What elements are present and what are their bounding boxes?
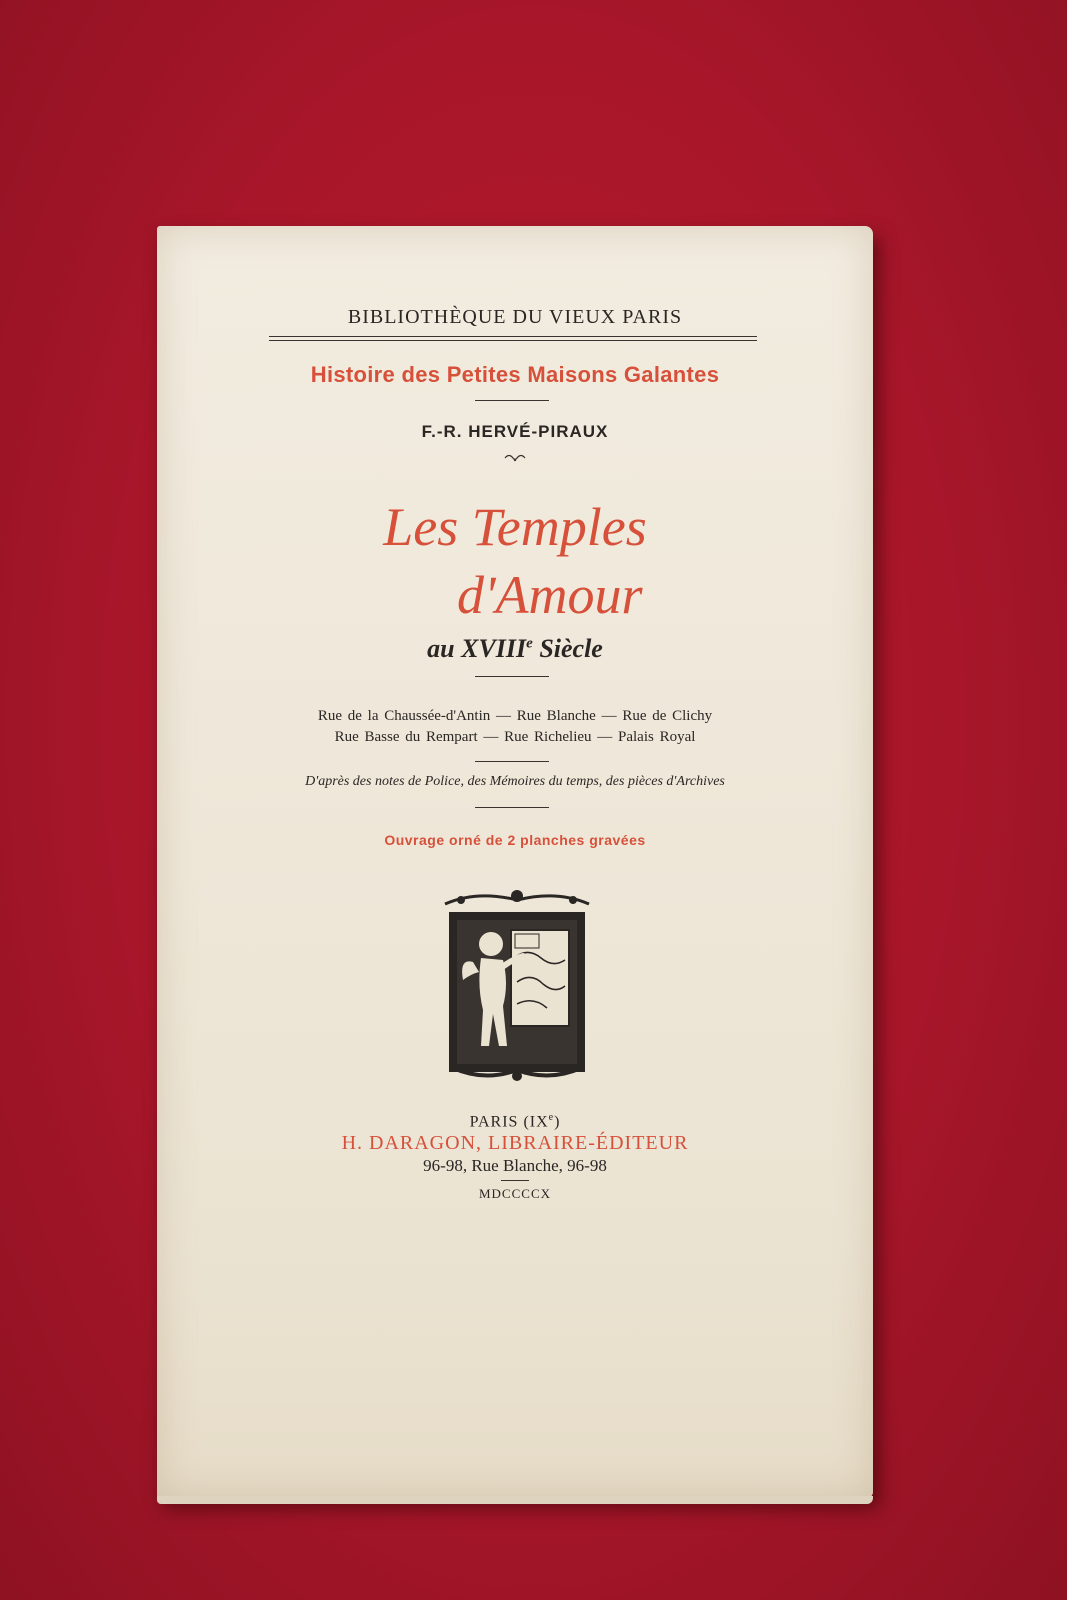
- illustrations-note: Ouvrage orné de 2 planches gravées: [384, 832, 646, 848]
- publisher-name: H. DARAGON, LIBRAIRE-ÉDITEUR: [341, 1132, 689, 1154]
- book-subtitle: [157, 634, 873, 664]
- subtitle-suffix: Siècle: [532, 634, 603, 663]
- city-close: ): [554, 1113, 561, 1131]
- divider-rule: [475, 400, 549, 401]
- subtitle-superscript: e: [526, 635, 533, 652]
- street-list-line-1: Rue de la Chaussée-d'Antin — Rue Blanche — Rue de Clichy: [317, 708, 713, 724]
- divider-rule: [475, 676, 549, 677]
- subtitle-prefix: au XVIII: [427, 634, 527, 663]
- sources-note: D'après des notes de Police, des Mémoires du temps, des pièces d'Archives: [305, 774, 725, 789]
- book-cover: [157, 226, 873, 1498]
- divider-rule: [475, 761, 549, 762]
- divider-rule: [475, 807, 549, 808]
- fleuron-ornament: [503, 452, 527, 464]
- divider-rule: [501, 1180, 529, 1181]
- book-title-line-2: d'Amour: [457, 565, 643, 625]
- publisher-address: 96-98, Rue Blanche, 96-98: [423, 1156, 607, 1175]
- publication-year: MDCCCCX: [478, 1186, 552, 1201]
- book-title-line-1: Les Temples: [383, 497, 647, 557]
- city-line: [157, 1112, 873, 1131]
- double-rule-bottom: [269, 340, 757, 341]
- double-rule-top: [269, 336, 757, 337]
- street-list-line-2: Rue Basse du Rempart — Rue Richelieu — Palais Royal: [334, 729, 696, 745]
- author-name: F.-R. HERVÉ-PIRAUX: [421, 422, 609, 441]
- street-list: [157, 706, 873, 748]
- series-title: BIBLIOTHÈQUE DU VIEUX PARIS: [347, 306, 683, 328]
- city-name: PARIS (IX: [469, 1113, 549, 1131]
- cherub-map-vignette: [437, 886, 597, 1086]
- collection-title: Histoire des Petites Maisons Galantes: [310, 362, 720, 387]
- city-superscript: e: [548, 1112, 555, 1123]
